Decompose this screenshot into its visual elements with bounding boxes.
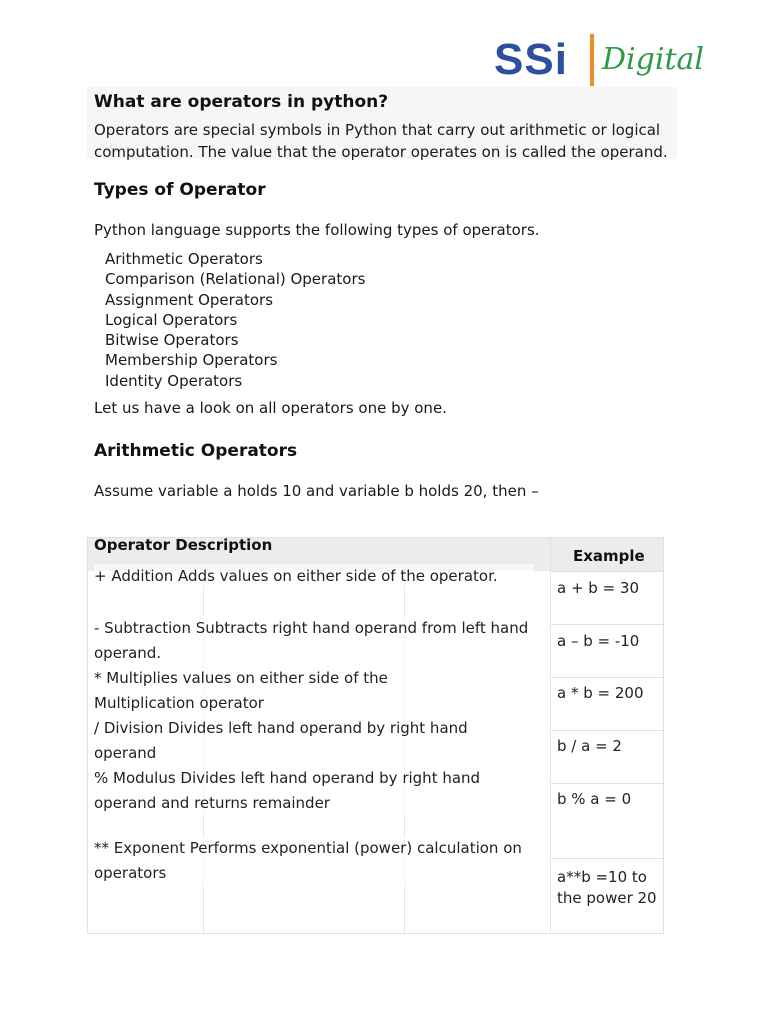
- row-example: b % a = 0: [557, 790, 632, 808]
- intro-line-1: Operators are special symbols in Python that carry out arithmetic or logical: [94, 121, 661, 139]
- logo-digital-text: Digital: [602, 42, 704, 77]
- row-example: a + b = 30: [557, 579, 640, 597]
- row-divider: [551, 783, 663, 784]
- table-row: [94, 716, 534, 766]
- row-description-line: + Addition Adds values on either side of the operator.: [94, 567, 498, 585]
- row-description-line: operators: [94, 864, 167, 882]
- row-divider: [551, 571, 663, 572]
- logo-divider: [590, 34, 594, 86]
- arithmetic-heading: Arithmetic Operators: [94, 441, 298, 461]
- header-column-divider: [550, 538, 551, 571]
- row-example: a**b =10 to the power 20: [557, 868, 657, 907]
- intro-line-2: computation. The value that the operator operates on is called the operand.: [94, 143, 668, 161]
- list-item: Bitwise Operators: [105, 331, 239, 350]
- intro-heading: What are operators in python?: [94, 92, 389, 112]
- table-row: [94, 616, 534, 666]
- row-description-line: * Multiplies values on either side of the: [94, 669, 388, 687]
- list-item: Identity Operators: [105, 371, 243, 390]
- row-divider: [551, 624, 663, 625]
- row-description-line: ** Exponent Performs exponential (power) calculation on: [94, 839, 522, 857]
- logo-ssi-text: SSi: [494, 35, 568, 84]
- row-description-line: operand and returns remainder: [94, 794, 330, 812]
- list-item: Comparison (Relational) Operators: [105, 270, 366, 289]
- row-divider: [551, 730, 663, 731]
- row-description-line: / Division Divides left hand operand by right hand: [94, 719, 468, 737]
- types-heading: Types of Operator: [94, 180, 266, 200]
- types-lead: Python language supports the following types of operators.: [94, 221, 540, 239]
- list-item: Membership Operators: [105, 351, 278, 370]
- row-description-line: operand.: [94, 644, 162, 662]
- row-divider: [551, 858, 663, 859]
- table-header-description: Operator Description: [94, 536, 273, 554]
- table-row: [94, 564, 534, 589]
- arithmetic-operators-table: [87, 537, 664, 934]
- table-row: [94, 836, 534, 886]
- ssi-digital-logo: [494, 30, 714, 90]
- row-divider: [551, 677, 663, 678]
- arithmetic-lead: Assume variable a holds 10 and variable b holds 20, then –: [94, 482, 539, 500]
- types-outro: Let us have a look on all operators one by one.: [94, 399, 447, 417]
- operator-types-list: [105, 249, 365, 391]
- table-header-example: Example: [573, 547, 645, 565]
- table-row: [94, 666, 534, 716]
- list-item: Assignment Operators: [105, 290, 274, 309]
- row-example: a – b = -10: [557, 632, 640, 650]
- row-example: b / a = 2: [557, 737, 622, 755]
- row-description-line: - Subtraction Subtracts right hand operand from left hand: [94, 619, 529, 637]
- row-description-line: operand: [94, 744, 157, 762]
- list-item: Arithmetic Operators: [105, 250, 263, 268]
- row-description-line: % Modulus Divides left hand operand by right hand: [94, 769, 481, 787]
- list-item: Logical Operators: [105, 310, 238, 329]
- table-row: [94, 766, 534, 816]
- row-description-line: Multiplication operator: [94, 694, 264, 712]
- column-divider: [550, 571, 551, 933]
- row-example: a * b = 200: [557, 684, 644, 702]
